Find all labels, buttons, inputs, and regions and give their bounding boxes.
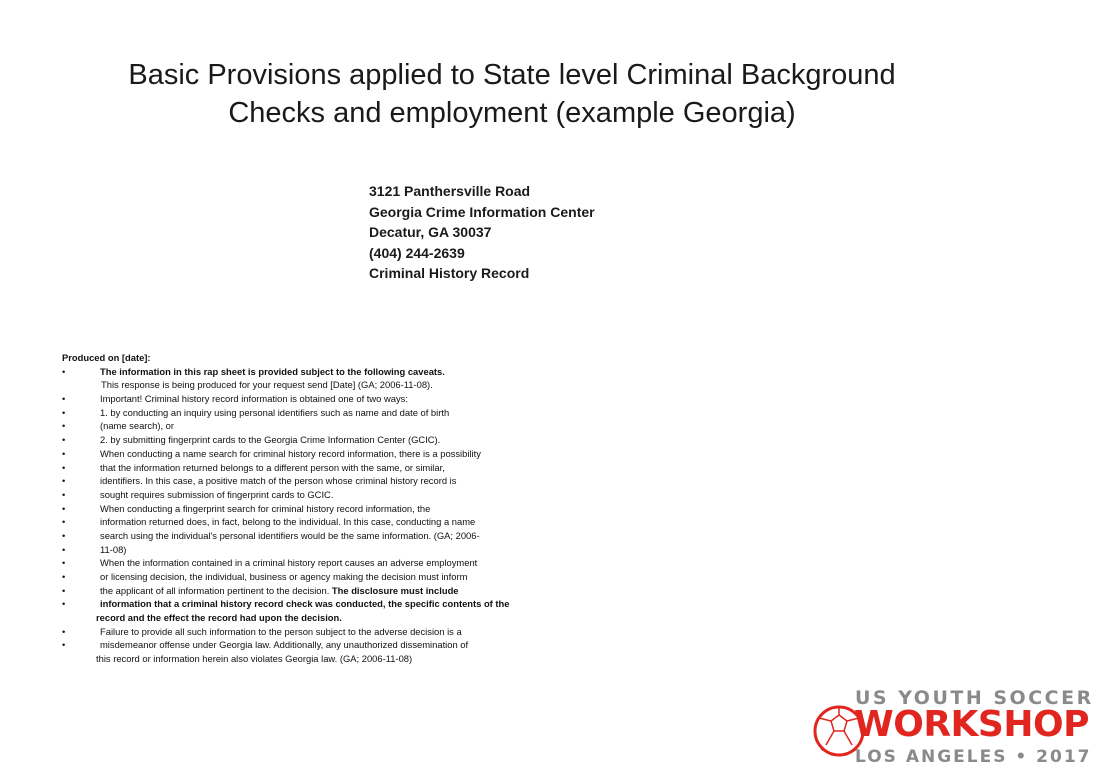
- caveat-line-text: identifiers. In this case, a positive match of the person whose criminal history record is: [100, 475, 457, 487]
- caveat-line-text: 11-08): [100, 543, 127, 555]
- slide-title-line-2: Checks and employment (example Georgia): [228, 97, 796, 129]
- caveat-line-text: 1. by conducting an inquiry using personal identifiers such as name and date of birth: [100, 406, 450, 418]
- caveat-line: [62, 419, 582, 433]
- bullet-icon: •: [62, 447, 66, 459]
- caveat-line: [62, 378, 582, 392]
- slide-title: [60, 56, 964, 132]
- bullet-icon: •: [62, 434, 66, 446]
- bullet-icon: •: [62, 529, 66, 541]
- caveat-line-text: this record or information herein also violates Georgia law. (GA; 2006-11-08): [96, 653, 413, 665]
- caveat-line: [62, 638, 582, 652]
- address-block: [369, 181, 595, 284]
- address-phone: (404) 244-2639: [369, 244, 465, 261]
- caveat-line: [62, 502, 582, 516]
- caveat-line-text: 2. by submitting fingerprint cards to the Georgia Crime Information Center (GCIC).: [100, 434, 441, 446]
- caveat-line: [62, 474, 582, 488]
- caveat-line-text: information that a criminal history record check was conducted, the specific contents of the: [100, 598, 510, 610]
- caveat-line: [62, 529, 582, 543]
- bullet-icon: •: [62, 420, 66, 432]
- caveat-line-text: that the information returned belongs to a different person with the same, or similar,: [100, 461, 445, 473]
- address-record: Criminal History Record: [369, 265, 530, 282]
- bullet-icon: •: [62, 625, 66, 637]
- caveat-line: [62, 406, 582, 420]
- caveat-line: [62, 515, 582, 529]
- logo-line-los-angeles: LOS ANGELES • 2017: [855, 747, 1092, 767]
- caveat-line: [62, 447, 582, 461]
- bullet-icon: •: [62, 584, 66, 596]
- caveat-line: [62, 570, 582, 584]
- caveat-line-text: This response is being produced for your request send [Date] (GA; 2006-11-08).: [101, 379, 433, 391]
- bullet-icon: •: [62, 571, 66, 582]
- caveat-line-text: Failure to provide all such information to the person subject to the adverse decision is a: [100, 625, 462, 637]
- us-youth-soccer-workshop-logo: [812, 683, 1094, 768]
- caveat-line: [62, 392, 582, 406]
- caveats-lines: [62, 365, 582, 666]
- caveat-line: [62, 611, 582, 625]
- caveat-line: [62, 433, 582, 447]
- caveat-line-text: When the information contained in a criminal history report causes an adverse employment: [100, 557, 478, 569]
- bullet-icon: •: [62, 502, 66, 514]
- caveat-line-text: When conducting a name search for criminal history record information, there is a possibility: [100, 447, 481, 459]
- caveat-line: [62, 543, 582, 557]
- caveat-line-text: Important! Criminal history record information is obtained one of two ways:: [100, 393, 408, 405]
- address-center: Georgia Crime Information Center: [369, 203, 595, 220]
- bullet-icon: •: [62, 461, 66, 473]
- bullet-icon: •: [62, 365, 66, 377]
- caveat-line-text: sought requires submission of fingerprint cards to GCIC.: [100, 488, 334, 500]
- caveat-line: [62, 597, 582, 611]
- caveat-line-text: When conducting a fingerprint search for criminal history record information, the: [100, 502, 431, 514]
- bullet-icon: •: [62, 516, 66, 528]
- caveat-line: [62, 652, 582, 666]
- caveat-line: [62, 625, 582, 639]
- bullet-icon: •: [62, 475, 66, 487]
- caveat-line-bold-tail: The disclosure must include: [329, 584, 459, 596]
- bullet-icon: •: [62, 543, 66, 555]
- caveat-line-text: or licensing decision, the individual, business or agency making the decision must inform: [100, 571, 468, 582]
- produced-on-heading: Produced on [date]:: [62, 352, 151, 363]
- bullet-icon: •: [62, 598, 66, 610]
- caveat-line-text: the applicant of all information pertinent to the decision. The disclosure must include: [100, 584, 459, 596]
- bullet-icon: •: [62, 557, 66, 569]
- caveat-line-text: misdemeanor offense under Georgia law. Additionally, any unauthorized dissemination of: [100, 639, 469, 651]
- slide-title-line-1: Basic Provisions applied to State level Criminal Background: [128, 59, 896, 91]
- caveats-text-block: [62, 351, 582, 666]
- bullet-icon: •: [62, 393, 66, 405]
- address-city: Decatur, GA 30037: [369, 224, 492, 241]
- caveat-line: [62, 556, 582, 570]
- bullet-icon: •: [62, 639, 66, 651]
- logo-line-us-youth-soccer: US YOUTH SOCCER: [855, 687, 1094, 709]
- bullet-icon: •: [62, 406, 66, 418]
- caveat-line-text: record and the effect the record had upon the decision.: [96, 612, 342, 624]
- caveat-line-text: The information in this rap sheet is provided subject to the following caveats.: [100, 365, 445, 377]
- caveat-line: [62, 488, 582, 502]
- caveat-line: [62, 461, 582, 475]
- caveat-line: [62, 365, 582, 379]
- caveat-line-text: information returned does, in fact, belong to the individual. In this case, conducting a name: [100, 516, 476, 528]
- caveat-line-text: search using the individual's personal identifiers would be the same information. (GA; 2006-: [100, 529, 480, 541]
- caveat-line: [62, 584, 582, 598]
- caveat-line-text: (name search), or: [100, 420, 174, 432]
- bullet-icon: •: [62, 488, 66, 500]
- address-street: 3121 Panthersville Road: [369, 183, 531, 199]
- logo-line-workshop: WORKSHOP: [854, 704, 1089, 745]
